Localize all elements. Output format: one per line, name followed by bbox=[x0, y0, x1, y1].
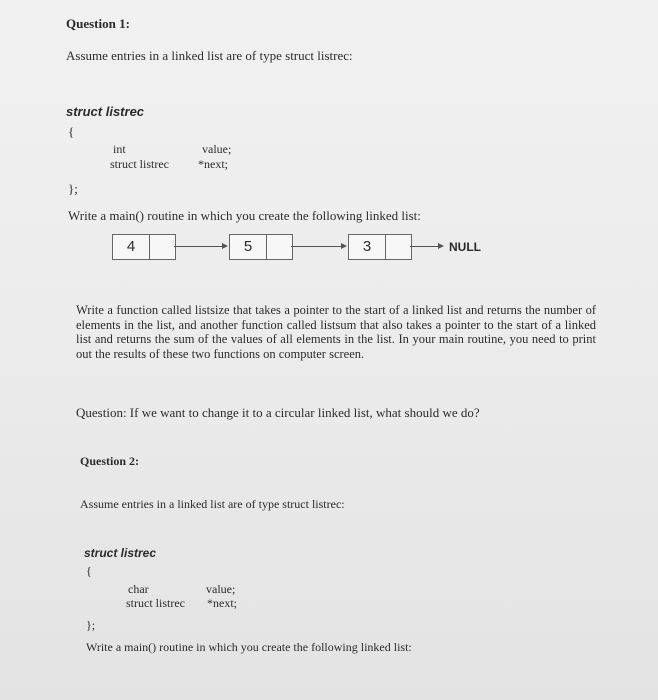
null-label: NULL bbox=[449, 240, 481, 254]
node-3-pointer bbox=[386, 235, 410, 259]
q1-struct-name: struct listrec bbox=[66, 104, 145, 119]
q2-open-brace: { bbox=[86, 564, 92, 578]
q2-close-brace: }; bbox=[86, 618, 96, 632]
q2-struct-name: struct listrec bbox=[84, 546, 157, 560]
linked-list-diagram bbox=[112, 232, 434, 262]
q2-instruction: Write a main() routine in which you create the following linked list: bbox=[86, 640, 412, 654]
arrow-3 bbox=[410, 246, 440, 247]
q1-close-brace: }; bbox=[68, 181, 78, 196]
q1-intro: Assume entries in a linked list are of type struct listrec: bbox=[66, 48, 353, 63]
node-2-pointer bbox=[267, 235, 291, 259]
q1-field2-name: *next; bbox=[198, 157, 228, 171]
arrow-2 bbox=[291, 246, 343, 247]
node-3-value: 3 bbox=[349, 235, 386, 259]
q2-field1-name: value; bbox=[206, 582, 236, 596]
q1-field1-name: value; bbox=[202, 142, 232, 156]
q1-open-brace: { bbox=[68, 124, 75, 139]
node-3 bbox=[348, 234, 412, 260]
q1-instruction: Write a main() routine in which you create the following linked list: bbox=[68, 208, 421, 223]
q2-field1-type: char bbox=[128, 582, 149, 596]
q1-paragraph: Write a function called listsize that takes a pointer to the start of a linked list and returns the number of elements in the list, and another function called listsum that also takes a pointer to the start of a linked list and returns the sum of the values of all elements in the list. In your main routine, you need to print out the results of these two functions on computer screen. bbox=[76, 303, 596, 361]
q1-title: Question 1: bbox=[66, 16, 130, 31]
arrow-1 bbox=[174, 246, 224, 247]
q2-title: Question 2: bbox=[80, 454, 140, 468]
q2-field2-name: *next; bbox=[207, 596, 237, 610]
node-2 bbox=[229, 234, 293, 260]
q1-field1-type: int bbox=[113, 142, 126, 156]
q2-field2-type: struct listrec bbox=[126, 596, 185, 610]
arrow-1-head bbox=[222, 243, 228, 249]
q1-field2-type: struct listrec bbox=[110, 157, 169, 171]
q2-intro: Assume entries in a linked list are of type struct listrec: bbox=[80, 497, 345, 511]
node-1-value: 4 bbox=[113, 235, 150, 259]
q1-question: Question: If we want to change it to a circular linked list, what should we do? bbox=[76, 405, 480, 420]
node-1-pointer bbox=[150, 235, 174, 259]
arrow-2-head bbox=[341, 243, 347, 249]
arrow-3-head bbox=[438, 243, 444, 249]
node-1 bbox=[112, 234, 176, 260]
node-2-value: 5 bbox=[230, 235, 267, 259]
